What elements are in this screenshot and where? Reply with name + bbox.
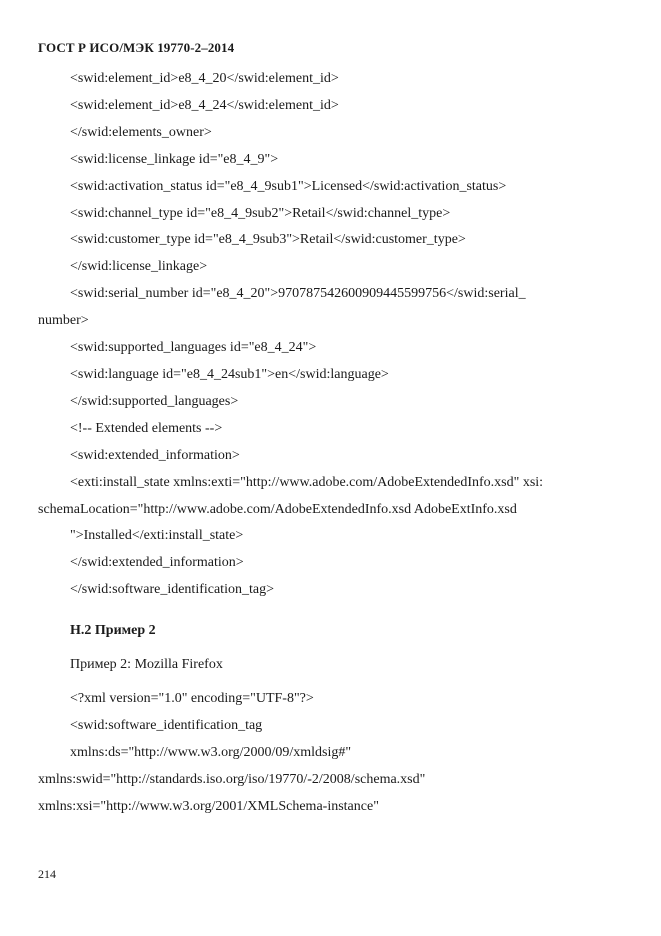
code-line: <exti:install_state xmlns:exti="http://www.adobe.com/AdobeExtendedInfo.xsd" xsi: [70, 474, 544, 490]
code-line-continuation: xmlns:swid="http://standards.iso.org/iso/19770/-2/2008/schema.xsd" [38, 771, 426, 787]
code-line: <swid:channel_type id="e8_4_9sub2">Retail</swid:channel_type> [70, 205, 451, 221]
code-line: <swid:license_linkage id="e8_4_9"> [70, 151, 279, 167]
code-line: </swid:supported_languages> [70, 393, 239, 409]
example-title: Пример 2: Mozilla Firefox [70, 657, 223, 673]
code-line-continuation: number> [38, 313, 89, 329]
code-line: <swid:language id="e8_4_24sub1">en</swid:language> [70, 366, 389, 382]
code-line-continuation: xmlns:xsi="http://www.w3.org/2001/XMLSchema-instance" [38, 798, 379, 814]
code-line: <swid:software_identification_tag [70, 718, 263, 734]
code-line: <swid:element_id>e8_4_20</swid:element_id> [70, 71, 339, 86]
code-line: <swid:activation_status id="e8_4_9sub1">Licensed</swid:activation_status> [70, 178, 507, 194]
code-block-2 [38, 686, 613, 821]
code-line: </swid:extended_information> [70, 555, 244, 571]
code-line: <swid:serial_number id="e8_4_20">970787542600909445599756</swid:serial_ [70, 286, 526, 302]
code-line: </swid:software_identification_tag> [70, 582, 274, 598]
section-heading: Н.2 Пример 2 [70, 623, 156, 639]
page-content [38, 66, 613, 821]
page-number: 214 [38, 867, 56, 881]
code-line: ">Installed</exti:install_state> [70, 528, 244, 544]
code-line: xmlns:ds="http://www.w3.org/2000/09/xmldsig#" [70, 744, 352, 760]
code-line: </swid:elements_owner> [70, 124, 212, 140]
code-line-continuation: schemaLocation="http://www.adobe.com/AdobeExtendedInfo.xsd AdobeExtInfo.xsd [38, 501, 517, 517]
code-line: <swid:extended_information> [70, 447, 240, 463]
code-line: </swid:license_linkage> [70, 259, 208, 275]
document-header: ГОСТ Р ИСО/МЭК 19770-2–2014 [38, 40, 235, 55]
code-line: <?xml version="1.0" encoding="UTF-8"?> [70, 691, 314, 707]
code-line: <swid:element_id>e8_4_24</swid:element_id> [70, 97, 339, 113]
code-line: <swid:supported_languages id="e8_4_24"> [70, 340, 317, 356]
code-comment: <!-- Extended elements --> [70, 420, 223, 436]
code-line: <swid:customer_type id="e8_4_9sub3">Retail</swid:customer_type> [70, 232, 466, 248]
code-block-1 [38, 66, 613, 604]
